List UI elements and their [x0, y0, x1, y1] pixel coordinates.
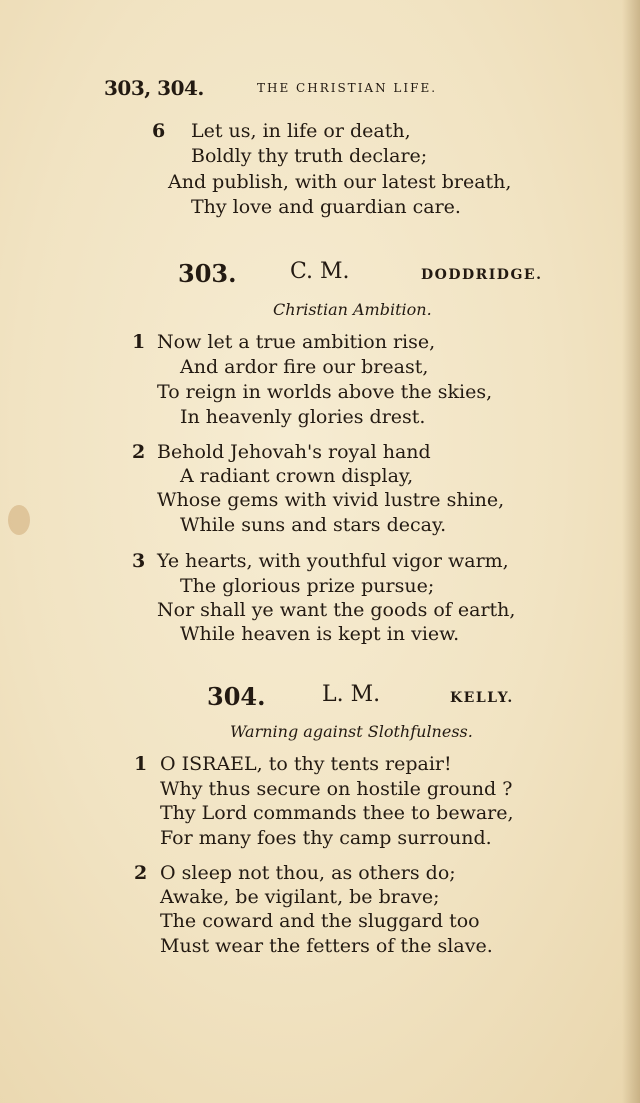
- paper-stain: [8, 505, 30, 535]
- verse-line: The glorious prize pursue;: [180, 575, 435, 597]
- hymn-meter: C. M.: [290, 259, 350, 284]
- verse-line: Thy Lord commands thee to beware,: [160, 802, 514, 824]
- verse-number: 3: [132, 550, 146, 572]
- hymn-author: DODDRIDGE.: [421, 267, 543, 283]
- verse-line: For many foes thy camp surround.: [160, 827, 492, 849]
- verse-line: O sleep not thou, as others do;: [160, 862, 456, 884]
- page-header: [104, 76, 474, 102]
- hymn-meter: L. M.: [322, 682, 381, 707]
- hymn-title: Christian Ambition.: [273, 300, 432, 319]
- verse-number: 1: [134, 753, 148, 775]
- verse-number: 2: [134, 862, 148, 884]
- hymn-author: KELLY.: [450, 690, 514, 706]
- verse-line: Whose gems with vivid lustre shine,: [157, 489, 505, 511]
- verse-line: Must wear the fetters of the slave.: [160, 935, 493, 957]
- verse-line: Nor shall ye want the goods of earth,: [157, 599, 516, 621]
- verse-line: Now let a true ambition rise,: [157, 331, 436, 353]
- page-numbers: 303, 304.: [104, 76, 204, 100]
- verse-line: Boldly thy truth declare;: [191, 145, 428, 167]
- verse-line: While suns and stars decay.: [180, 514, 447, 536]
- verse-line: A radiant crown display,: [180, 465, 414, 487]
- verse-line: And ardor fire our breast,: [180, 356, 429, 378]
- hymn-title: Warning against Slothfulness.: [230, 722, 473, 741]
- verse-number: 1: [132, 331, 146, 353]
- verse-line: O ISRAEL, to thy tents repair!: [160, 753, 452, 775]
- verse-line: Why thus secure on hostile ground ?: [160, 778, 513, 800]
- hymn-number: 303.: [178, 259, 237, 288]
- verse-number: 2: [132, 441, 146, 463]
- verse-number: 6: [152, 120, 166, 142]
- verse-line: To reign in worlds above the skies,: [157, 381, 493, 403]
- verse-line: Thy love and guardian care.: [191, 196, 461, 218]
- hymn-number: 304.: [207, 682, 266, 711]
- verse-line: And publish, with our latest breath,: [168, 171, 512, 193]
- verse-line: Let us, in life or death,: [191, 120, 411, 142]
- verse-line: Awake, be vigilant, be brave;: [160, 886, 440, 908]
- running-title: THE CHRISTIAN LIFE.: [257, 81, 438, 95]
- verse-line: In heavenly glories drest.: [180, 406, 426, 428]
- verse-line: Behold Jehovah's royal hand: [157, 441, 431, 463]
- page-edge-shadow: [622, 0, 640, 1103]
- verse-line: While heaven is kept in view.: [180, 623, 460, 645]
- verse-line: Ye hearts, with youthful vigor warm,: [157, 550, 509, 572]
- verse-line: The coward and the sluggard too: [160, 910, 480, 932]
